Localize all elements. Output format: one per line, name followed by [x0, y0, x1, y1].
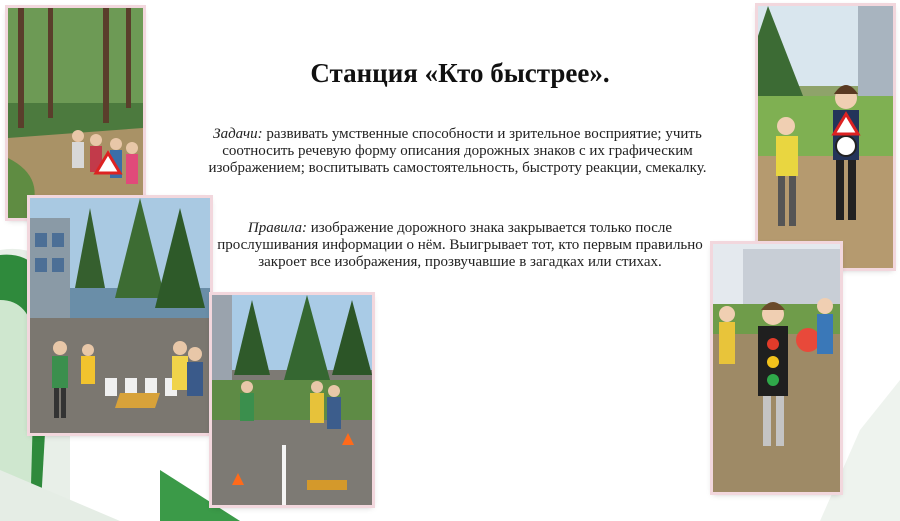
rules-label: Правила:: [247, 220, 307, 236]
photo-girl-with-road-sign: [758, 6, 893, 268]
rules-paragraph: [205, 220, 715, 271]
tasks-paragraph: [200, 126, 715, 177]
photo-children-training-track: [212, 295, 372, 505]
photo-children-forest-road: [8, 8, 143, 218]
photo-children-crosswalk: [30, 198, 210, 433]
tasks-label: Задачи:: [213, 126, 263, 142]
tasks-text: развивать умственные способности и зрительное восприятие; учить соотносить речевую форму описания дорожных знаков с их графическим изображением; воспитывать самостоятельность, быстроту реакции, смекалку.: [208, 126, 707, 176]
rules-text: изображение дорожного знака закрывается только после прослушивания информации о нём. Выигрывает тот, кто первым правильно закроет все изображения, прозвучавшие в загадках или стихах.: [217, 220, 703, 270]
photo-girl-with-traffic-light: [713, 244, 840, 492]
slide-title: Станция «Кто быстрее».: [310, 58, 610, 88]
